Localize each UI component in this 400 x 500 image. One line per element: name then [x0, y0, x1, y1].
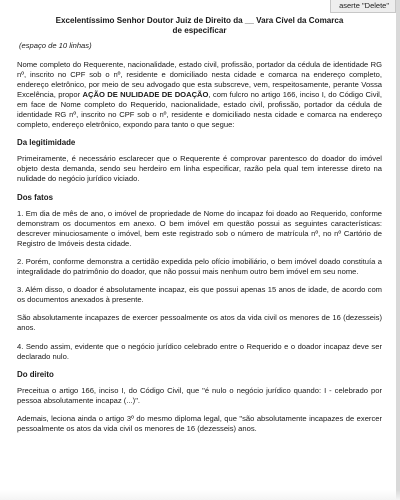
fatos-paragraph-5: 4. Sendo assim, evidente que o negócio jurídico celebrado entre o Requerido e o doador incapaz deve ser declarado nulo. [17, 341, 382, 361]
title-line-1: Excelentíssimo Senhor Doutor Juiz de Direito da __ Vara Cível da Comarca [55, 16, 344, 25]
section-heading-legitimidade: Da legitimidade [17, 138, 76, 148]
spacing-note: (espaço de 10 linhas) [19, 41, 92, 51]
fatos-paragraph-1: 1. Em dia de mês de ano, o imóvel de propriedade de Nome do incapaz foi doado ao Requerido, conforme demonstram os documentos em anexo. O bem imóvel em questão possui as seguintes características: descrever minuciosamente o imóvel, bem este registrado sob o número de matrícula nº, no nº Cartório de Registro de Imóveis desta cidade. [17, 208, 382, 248]
legitimidade-paragraph: Primeiramente, é necessário esclarecer que o Requerente é comprovar parentesco do doador do imóvel objeto desta demanda, sendo seu herdeiro em linha especificar, razão pela qual tem interesse direto na nulidade do negócio jurídico viciado. [17, 154, 382, 184]
page-edge [396, 0, 400, 500]
direito-paragraph-1: Preceitua o artigo 166, inciso I, do Código Civil, que "é nulo o negócio jurídico quando: I - celebrado por pessoa absolutamente incapaz (...)". [17, 385, 382, 405]
intro-text-1: Nome completo do Requerente, nacionalidade, estado civil, profissão, portador da cédula de identidade RG nº, inscrito no CPF sob o nº, residente e domiciliado nesta cidade e comarca na endereço completo, endereço eletrônico, por meio de seu advogado que esta subscreve, vem, respeitosamente, perante Vossa Excelência, propor [17, 59, 382, 99]
title-line-2: de especificar [172, 26, 227, 36]
delete-hint-tab[interactable]: aserte "Delete" [330, 0, 396, 13]
section-heading-direito: Do direito [17, 369, 54, 379]
page-bottom-fade [0, 490, 400, 500]
fatos-paragraph-2: 2. Porém, conforme demonstra a certidão expedida pelo ofício imobiliário, o bem imóvel doado constituía a integralidade do patrimônio do doador, que não possui mais nenhum outro bem imóvel em seu nome. [17, 257, 382, 277]
fatos-paragraph-3: 3. Além disso, o doador é absolutamente incapaz, eis que possui apenas 15 anos de idade, de acordo com os documentos anexados à presente. [17, 285, 382, 305]
intro-paragraph [17, 60, 382, 131]
document-body [17, 16, 382, 442]
action-name: AÇÃO DE NULIDADE DE DOAÇÃO [82, 89, 209, 99]
fatos-paragraph-4: São absolutamente incapazes de exercer pessoalmente os atos da vida civil os menores de 16 (dezesseis) anos. [17, 313, 382, 333]
direito-paragraph-2: Ademais, leciona ainda o artigo 3º do mesmo diploma legal, que "são absolutamente incapazes de exercer pessoalmente os atos da vida civil os menores de 16 (dezesseis) anos. [17, 414, 382, 434]
intro-text-2: , com fulcro no artigo 166, inciso I, do Código Civil, em face de Nome completo do Requerido, nacionalidade, estado civil, profissão, portador da cédula de identidade RG nº, inscrito no CPF sob o nº, residente e domiciliado nesta cidade e comarca na endereço completo, endereço eletrônico, expondo para tanto o que segue: [17, 89, 382, 130]
document-title [17, 16, 382, 36]
section-heading-fatos: Dos fatos [17, 192, 53, 202]
